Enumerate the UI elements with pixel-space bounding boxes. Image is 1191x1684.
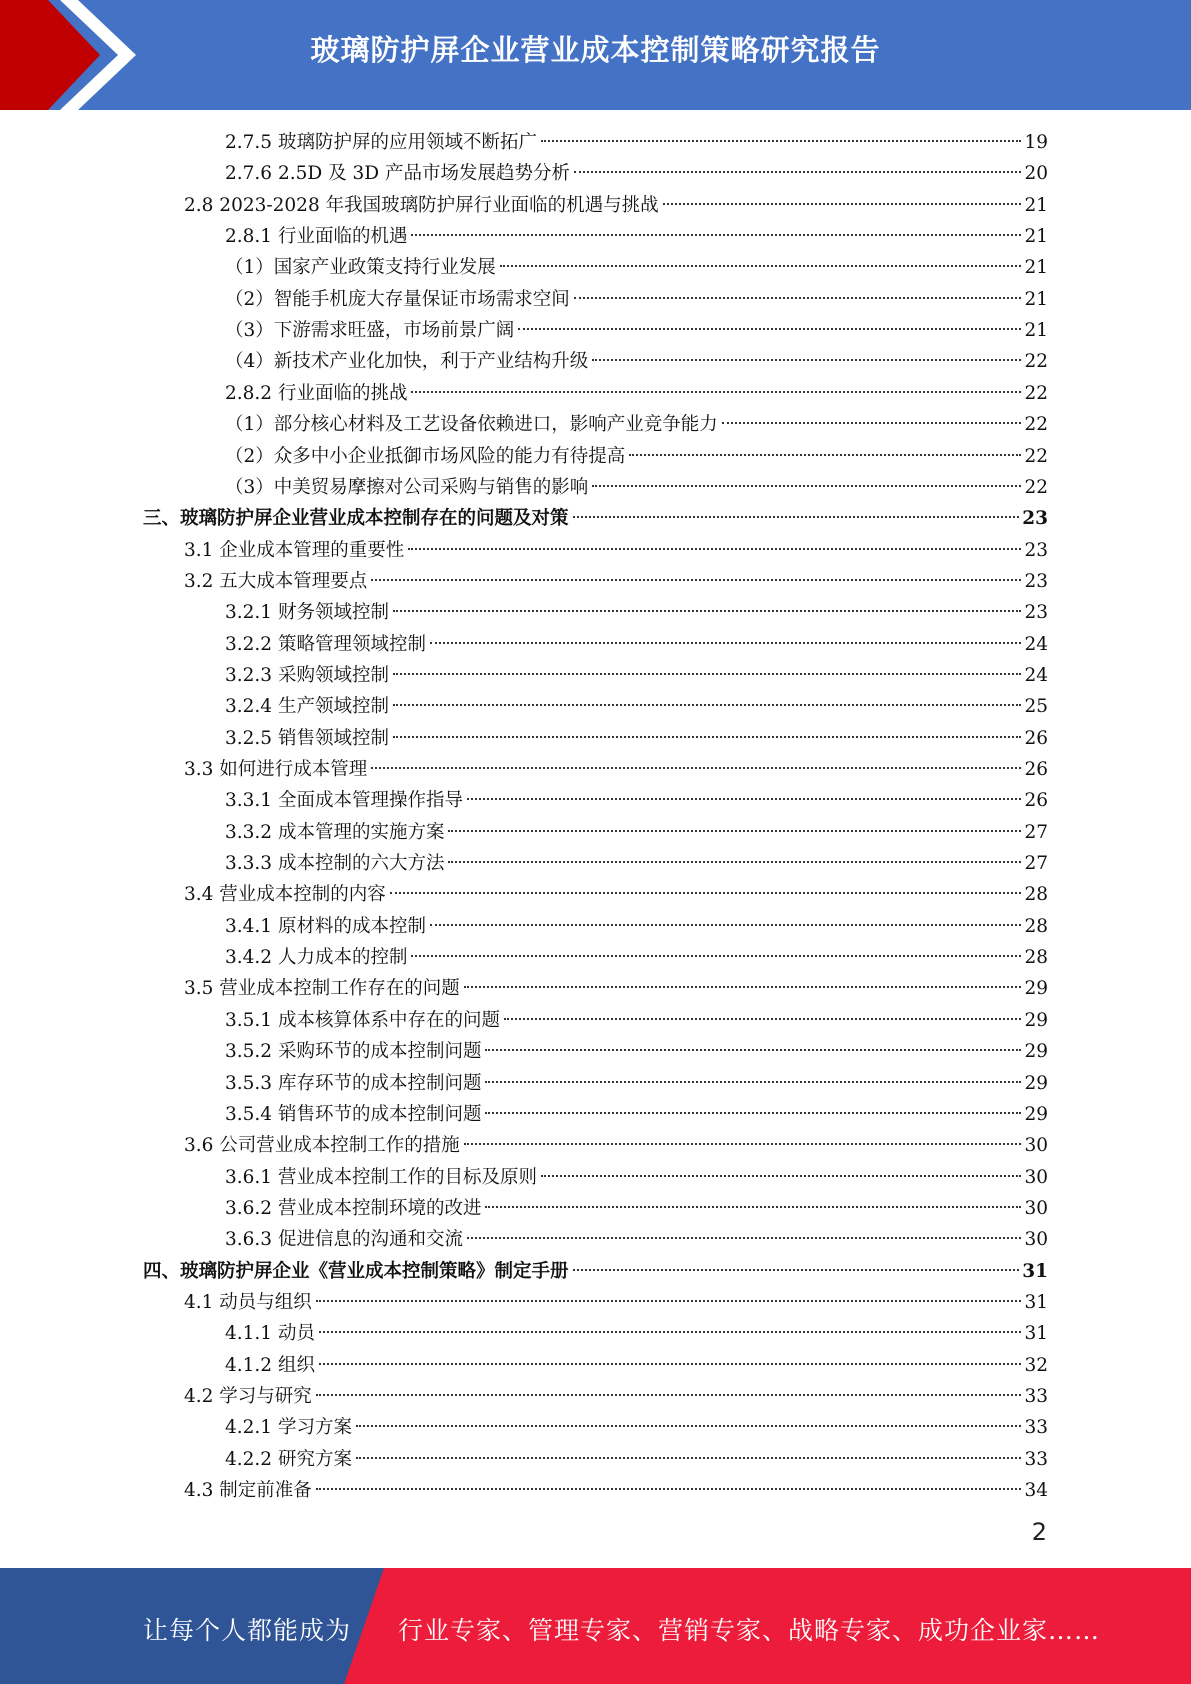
toc-entry-page: 32 [1024,1354,1048,1376]
toc-dot-leader [574,297,1022,299]
toc-entry-page: 19 [1024,132,1048,153]
toc-entry-page: 30 [1024,1135,1048,1157]
toc-entry-label: 4.2.2 研究方案 [225,1448,352,1470]
toc-entry-label: 4.2 学习与研究 [184,1386,312,1407]
toc-entry-label: 四、玻璃防护屏企业《营业成本控制策略》制定手册 [143,1260,569,1282]
toc-entry-label: 4.1 动员与组织 [184,1291,312,1313]
toc-entry-page: 22 [1024,445,1048,467]
toc-entry[interactable] [225,252,1048,283]
toc-entry[interactable] [225,1412,1048,1443]
toc-entry-page: 31 [1024,1323,1048,1345]
toc-entry-page: 23 [1024,602,1048,624]
toc-entry-label: 2.8.1 行业面临的机遇 [225,226,408,248]
toc-entry-page: 25 [1024,696,1048,718]
toc-entry[interactable] [184,535,1048,566]
footer-slogan-left: 让每个人都能成为 [143,1616,352,1645]
toc-entry-page: 30 [1024,1229,1048,1251]
toc-entry[interactable] [184,566,1048,597]
toc-entry-page: 29 [1024,978,1048,1000]
toc-entry-page: 34 [1024,1480,1048,1502]
toc-entry-page: 28 [1024,947,1048,969]
toc-entry[interactable] [225,346,1048,377]
toc-dot-leader [411,391,1021,393]
toc-dot-leader [663,203,1022,205]
toc-entry-label: （2）众多中小企业抵御市场风险的能力有待提高 [225,445,626,467]
toc-dot-leader [393,673,1021,675]
toc-entry-label: 3.5 营业成本控制工作存在的问题 [184,978,460,1000]
toc-dot-leader [356,1425,1022,1427]
footer-slogan-right: 行业专家、管理专家、营销专家、战略专家、成功企业家…… [398,1616,1101,1645]
toc-entry-page: 23 [1024,570,1048,592]
toc-entry-label: 3.3.1 全面成本管理操作指导 [225,790,463,812]
toc-entry-page: 30 [1024,1166,1048,1188]
toc-entry-label: 3.4.1 原材料的成本控制 [225,915,426,937]
toc-entry[interactable] [225,158,1048,189]
toc-entry[interactable] [225,1224,1048,1255]
toc-entry[interactable] [225,127,1048,158]
toc-entry-page: 33 [1024,1417,1048,1439]
toc-dot-leader [393,704,1021,706]
toc-dot-leader [356,1457,1022,1459]
toc-dot-leader [430,924,1021,926]
toc-dot-leader [464,986,1022,988]
toc-entry-page: 23 [1022,508,1048,530]
toc-entry-page: 21 [1024,320,1048,342]
toc-entry-label: （3）中美贸易摩擦对公司采购与销售的影响 [225,476,589,498]
toc-dot-leader [408,548,1021,550]
toc-entry-label: 3.3 如何进行成本管理 [184,759,368,780]
page-footer [0,1568,1191,1684]
toc-entry-label: 4.1.1 动员 [225,1323,315,1345]
toc-entry-label: 3.4 营业成本控制的内容 [184,884,386,906]
toc-entry[interactable] [184,1130,1048,1161]
toc-dot-leader [316,1394,1022,1396]
toc-entry-label: 3.4.2 人力成本的控制 [225,947,408,969]
toc-dot-leader [411,955,1021,957]
toc-entry[interactable] [225,1318,1048,1349]
toc-dot-leader [467,1237,1021,1239]
toc-entry-label: （3）下游需求旺盛，市场前景广阔 [225,320,515,342]
toc-dot-leader [448,861,1021,863]
toc-entry-page: 26 [1024,790,1048,812]
toc-entry-page: 21 [1024,288,1048,310]
toc-entry[interactable] [225,911,1048,942]
toc-dot-leader [504,1018,1021,1020]
toc-entry-label: （2）智能手机庞大存量保证市场需求空间 [225,288,570,310]
toc-entry[interactable] [225,1444,1048,1475]
page-number: 2 [1031,1518,1047,1546]
toc-entry-label: 3.6.3 促进信息的沟通和交流 [225,1229,463,1251]
toc-entry-label: 3.6.2 营业成本控制环境的改进 [225,1197,482,1219]
toc-dot-leader [485,1206,1021,1208]
toc-entry[interactable] [225,723,1048,754]
toc-entry-page: 22 [1024,351,1048,373]
toc-entry-page: 26 [1024,727,1048,749]
toc-dot-leader [500,265,1022,267]
toc-entry[interactable] [184,1475,1048,1506]
toc-entry-page: 31 [1024,1291,1048,1313]
toc-entry-page: 23 [1024,539,1048,561]
toc-entry-label: 3.2.5 销售领域控制 [225,727,389,749]
toc-entry[interactable] [143,503,1048,534]
toc-entry[interactable] [225,1068,1048,1099]
toc-entry-page: 31 [1022,1260,1048,1282]
toc-entry-page: 22 [1024,382,1048,404]
toc-dot-leader [448,830,1021,832]
toc-entry-page: 21 [1024,257,1048,279]
toc-dot-leader [467,798,1021,800]
toc-entry-page: 22 [1024,414,1048,436]
toc-entry-label: 3.2.4 生产领域控制 [225,696,389,718]
toc-entry-label: 三、玻璃防护屏企业营业成本控制存在的问题及对策 [143,508,569,530]
toc-entry-page: 21 [1024,226,1048,248]
toc-entry[interactable] [184,973,1048,1004]
toc-dot-leader [430,642,1021,644]
toc-entry-page: 29 [1024,1009,1048,1031]
toc-entry[interactable] [225,848,1048,879]
toc-entry[interactable] [184,879,1048,910]
toc-entry-page: 24 [1024,664,1048,686]
toc-entry-page: 33 [1024,1386,1048,1407]
toc-entry-page: 29 [1024,1103,1048,1125]
toc-entry-page: 28 [1024,884,1048,906]
toc-entry-label: 2.7.6 2.5D 及 3D 产品市场发展趋势分析 [225,163,570,185]
toc-entry[interactable] [225,597,1048,628]
toc-entry-label: 2.8.2 行业面临的挑战 [225,382,408,404]
toc-entry[interactable] [225,942,1048,973]
toc-entry-label: 3.6.1 营业成本控制工作的目标及原则 [225,1166,537,1188]
toc-entry[interactable] [184,190,1048,221]
toc-dot-leader [541,1175,1021,1177]
toc-entry[interactable] [225,1005,1048,1036]
toc-entry-label: 3.2.2 策略管理领域控制 [225,633,426,655]
toc-entry-label: 3.5.1 成本核算体系中存在的问题 [225,1009,500,1031]
toc-entry-label: 3.1 企业成本管理的重要性 [184,539,405,561]
header-title: 玻璃防护屏企业营业成本控制策略研究报告 [310,33,881,67]
toc-entry[interactable] [225,1099,1048,1130]
toc-entry-label: 3.3.3 成本控制的六大方法 [225,853,445,875]
toc-entry[interactable] [225,284,1048,315]
toc-dot-leader [316,1488,1022,1490]
toc-entry-page: 33 [1024,1448,1048,1470]
page-header [0,0,1191,110]
toc-entry[interactable] [225,409,1048,440]
toc-entry[interactable] [225,1193,1048,1224]
toc-entry-label: 3.6 公司营业成本控制工作的措施 [184,1135,460,1157]
toc-entry-label: 3.5.3 库存环节的成本控制问题 [225,1072,482,1094]
toc-dot-leader [485,1112,1021,1114]
toc-dot-leader [393,610,1021,612]
toc-dot-leader [316,1300,1022,1302]
toc-entry[interactable] [225,378,1048,409]
toc-dot-leader [411,234,1021,236]
toc-entry-page: 30 [1024,1197,1048,1219]
toc-dot-leader [592,485,1021,487]
toc-entry-label: 4.3 制定前准备 [184,1480,312,1502]
toc-dot-leader [485,1049,1021,1051]
toc-entry[interactable] [225,315,1048,346]
toc-entry-label: 3.3.2 成本管理的实施方案 [225,821,445,843]
toc-entry[interactable] [184,1287,1048,1318]
toc-entry[interactable] [225,691,1048,722]
toc-entry[interactable] [225,221,1048,252]
toc-dot-leader [371,767,1021,769]
toc-dot-leader [319,1331,1022,1333]
toc-entry-label: 3.5.4 销售环节的成本控制问题 [225,1103,482,1125]
toc-entry[interactable] [225,785,1048,816]
toc-dot-leader [722,422,1022,424]
toc-dot-leader [390,892,1022,894]
toc-dot-leader [371,579,1021,581]
toc-entry-label: 3.2.3 采购领域控制 [225,664,389,686]
toc-entry-label: （1）国家产业政策支持行业发展 [225,257,496,279]
toc-entry-page: 22 [1024,476,1048,498]
toc-entry-page: 29 [1024,1041,1048,1063]
toc-dot-leader [541,140,1021,142]
toc-entry[interactable] [225,441,1048,472]
toc-dot-leader [319,1363,1022,1365]
toc-dot-leader [485,1081,1021,1083]
toc-entry-label: 2.8 2023-2028 年我国玻璃防护屏行业面临的机遇与挑战 [184,194,659,216]
toc-entry-page: 29 [1024,1072,1048,1094]
toc-entry-page: 24 [1024,633,1048,655]
toc-dot-leader [592,359,1021,361]
toc-entry-label: 3.5.2 采购环节的成本控制问题 [225,1041,482,1063]
toc-entry[interactable] [225,660,1048,691]
toc-entry-page: 27 [1024,821,1048,843]
toc-entry-page: 28 [1024,915,1048,937]
toc-entry-label: 2.7.5 玻璃防护屏的应用领域不断拓广 [225,132,537,153]
toc-entry-page: 26 [1024,759,1048,780]
toc-entry-label: 3.2 五大成本管理要点 [184,570,368,592]
toc-entry-label: （4）新技术产业化加快，利于产业结构升级 [225,351,589,373]
toc-entry-label: 3.2.1 财务领域控制 [225,602,389,624]
toc-entry[interactable] [225,629,1048,660]
toc-dot-leader [464,1143,1022,1145]
toc-dot-leader [393,736,1021,738]
toc-entry-page: 20 [1024,163,1048,185]
toc-entry[interactable] [184,1381,1048,1412]
toc-dot-leader [518,328,1021,330]
toc-dot-leader [574,171,1022,173]
toc-entry-page: 21 [1024,194,1048,216]
toc-entry-label: 4.1.2 组织 [225,1354,315,1376]
toc-dot-leader [573,516,1020,518]
toc-entry[interactable] [225,1036,1048,1067]
toc-entry-page: 27 [1024,853,1048,875]
toc-entry[interactable] [143,1256,1048,1287]
toc-entry[interactable] [225,472,1048,503]
toc-entry[interactable] [225,1162,1048,1193]
toc-dot-leader [629,454,1021,456]
toc-entry-label: （1）部分核心材料及工艺设备依赖进口，影响产业竞争能力 [225,414,718,436]
toc-dot-leader [573,1269,1020,1271]
toc-entry[interactable] [225,817,1048,848]
toc-entry-label: 4.2.1 学习方案 [225,1417,352,1439]
toc-entry[interactable] [184,754,1048,785]
toc-entry[interactable] [225,1350,1048,1381]
